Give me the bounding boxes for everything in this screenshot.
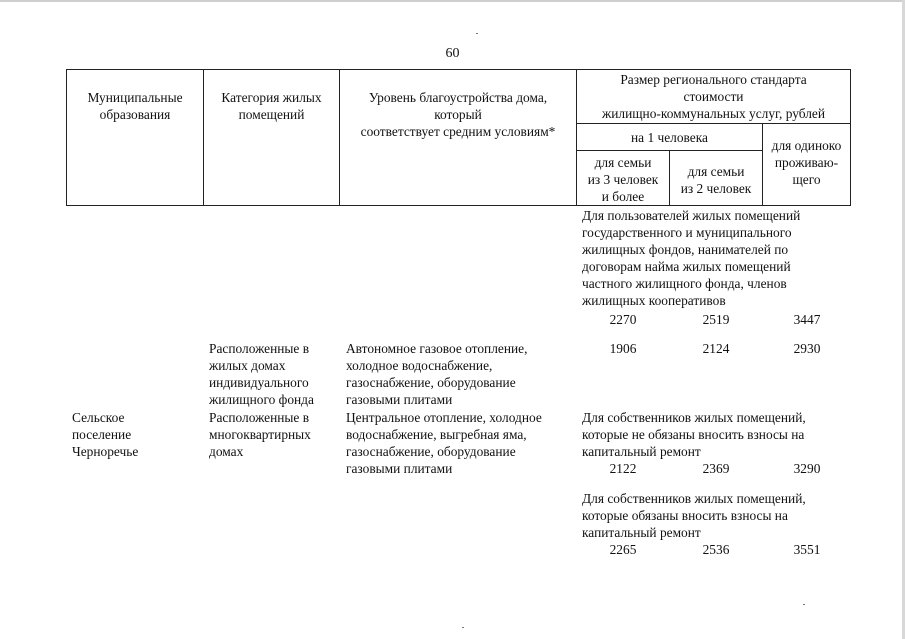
value-private-family2: 2124 <box>702 341 730 356</box>
scan-speck <box>462 627 464 628</box>
value-private-family3: 1906 <box>609 341 637 356</box>
header-family2: для семьи из 2 человек <box>680 164 752 196</box>
header-family3: для семьи из 3 человек и более <box>587 155 659 204</box>
header-single: для одиноко проживаю- щего <box>771 138 842 187</box>
header-category: Категория жилых помещений <box>221 90 322 122</box>
value-owners-fee-family3: 2265 <box>609 542 637 557</box>
value-users-family2: 2519 <box>702 312 730 327</box>
value-users-single: 3447 <box>793 312 821 327</box>
value-owners-no-fee-family3: 2122 <box>609 461 637 476</box>
grid-right-border <box>850 69 851 206</box>
grid-group-divider <box>576 123 851 124</box>
header-level: Уровень благоустройства дома, который соответствует средним условиям* <box>360 90 556 139</box>
category-apartment-buildings: Расположенные в многоквартирных домах <box>209 410 311 459</box>
value-owners-no-fee-family2: 2369 <box>702 461 730 476</box>
block-users-text: Для пользователей жилых помещений государственного и муниципального жилищных фондов, нанимателей по договорам найма жилых помещений частного жилищного фонда, членов жилищных кооперативов <box>582 208 801 308</box>
grid-header-bottom <box>66 205 851 206</box>
value-owners-fee-family2: 2536 <box>702 542 730 557</box>
category-private-houses: Расположенные в жилых домах индивидуального жилищного фонда <box>209 341 314 407</box>
header-size-group: Размер регионального стандарта стоимости жилищно-коммунальных услуг, рублей <box>601 72 826 121</box>
value-owners-no-fee-single: 3290 <box>793 461 821 476</box>
value-owners-fee-single: 3551 <box>793 542 821 557</box>
scan-speck <box>476 33 478 34</box>
value-private-single: 2930 <box>793 341 821 356</box>
level-central-heating: Центральное отопление, холодное водоснабжение, выгребная яма, газоснабжение, оборудование газовыми плитами <box>346 410 542 476</box>
scan-edge-top <box>0 0 905 2</box>
block-owners-fee-text: Для собственников жилых помещений, которые обязаны вносить взносы на капитальный ремонт <box>582 491 806 540</box>
level-autonomous-gas: Автономное газовое отопление, холодное водоснабжение, газоснабжение, оборудование газовыми плитами <box>346 341 528 407</box>
municipality-name: Сельское поселение Черноречье <box>72 410 139 459</box>
header-municipality: Муниципальные образования <box>87 90 183 122</box>
header-per-person: на 1 человека <box>631 130 708 145</box>
scan-speck <box>803 604 805 605</box>
grid-top-border <box>66 69 851 70</box>
block-owners-no-fee-text: Для собственников жилых помещений, которые не обязаны вносить взносы на капитальный ремонт <box>582 410 806 459</box>
page-number: 60 <box>445 46 460 61</box>
value-users-family3: 2270 <box>609 312 637 327</box>
